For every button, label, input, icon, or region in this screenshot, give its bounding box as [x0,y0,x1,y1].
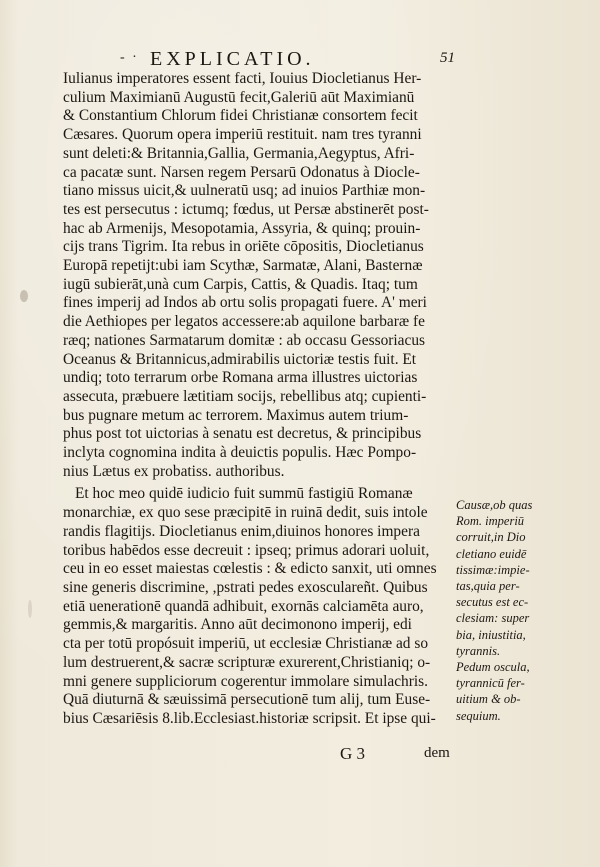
text-line: tiano missus uicit,& uulneratū usq; ad inuios Parthiæ mon- [63,182,426,200]
text-line: Quā diuturnā & sæuissimā persecutionē tum alij, tum Euse- [63,691,431,709]
signature-mark: G 3 [340,744,366,763]
text-line: toribus habēdos esse decreuit : ipseq; primus adorari uoluit, [63,541,430,559]
folio-number: 51 [440,50,455,66]
text-line: cijs trans Tigrim. Ita rebus in oriēte cōpositis, Diocletianus [63,238,424,256]
text-line: Oceanus & Britannicus,admirabilis uictoriæ testis fuit. Et [63,350,417,368]
text-line: Europā repetijt:ubi iam Scythæ, Sarmatæ, Alani, Basternæ [63,257,423,275]
margin-line: clesiam: super [456,611,530,626]
text-line: Cæsares. Quorum opera imperiū restituit. nam tres tyranni [63,126,422,144]
text-line: gemmis,& margaritis. Anno aūt decimonono imperij, edi [63,616,412,634]
margin-line: Causæ,ob quas [456,498,533,512]
text-line: bius Cæsariēsis 8.lib.Ecclesiast.historiæ scripsit. Et ipse qui- [63,709,436,727]
margin-line: uitium & ob- [456,692,521,707]
marginal-note [456,497,582,724]
text-line: Iulianus imperatores essent facti, Iouius Diocletianus Her- [63,70,422,87]
text-line: & Constantium Chlorum fidei Christianæ consortem fecit [63,107,418,125]
margin-line: tyrannicū fer- [456,676,525,691]
text-line: iugū subierāt,unà cum Carpis, Cattis, & Quadis. Itaq; tum [63,275,418,293]
margin-line: cletiano euidē [456,546,527,561]
text-line: culium Maximianū Augustū fecit,Galeriū aūt Maximianū [63,88,415,106]
margin-line: tyrannis. [456,643,501,658]
text-line: monarchiæ, ex quo sese præcipitē in ruinā dedit, suis intole [63,504,428,522]
text-line: ca pacatæ sunt. Narsen regem Persarū Odonatus à Diocle- [63,163,420,181]
text-line: sunt deleti:& Britannia,Gallia, Germania,Aegyptus, Afri- [63,144,415,162]
margin-line: tissimæ:impie- [456,562,530,577]
text-line: cta per totū propósuit imperiū, ut ecclesiæ Christianæ ad so [63,635,429,653]
text-line: Et hoc meo quidē iudicio fuit summū fastigiū Romanæ [75,485,413,503]
text-line: hac ab Armenijs, Mesopotamia, Assyria, & quinq; prouin- [63,219,421,237]
main-text [63,70,463,729]
text-line: etiā uenerationē quandā adhibuit, exornās calciamēta auro, [63,597,424,615]
text-line: sine generis discrimine, ,pstrati pedes exosculareñt. Quibus [63,578,428,596]
margin-line: Pedum oscula, [456,660,530,675]
ink-stain [28,600,32,618]
text-line: tes est persecutus : ictumq; fœdus, ut Persæ abstinerēt post- [63,200,429,218]
text-line: inclyta cognomina indita à deuictis populis. Hæc Pompo- [63,444,417,462]
text-line: mni genere suppliciorum cogerentur immolare simulachris. [63,672,428,690]
margin-line: corruit,in Dio [456,530,526,545]
text-line: assecuta, præbuere lætitiam socijs, rebellibus atq; cupienti- [63,387,427,405]
text-line: fines imperij ad Indos ab ortu solis propagati fuere. A' meri [63,294,427,312]
margin-line: secutus est ec- [456,595,529,610]
running-header [120,48,470,70]
text-line: randis flagitijs. Diocletianus enim,diuinos honores impera [63,522,420,540]
text-line: undiq; toto terrarum orbe Romana arma illustres uictorias [63,369,418,387]
text-line: phus post tot uictorias à senatu est decretus, & principibus [63,425,422,443]
ink-stain [20,290,28,302]
margin-line: sequium. [456,708,501,723]
catchword: dem [424,745,450,761]
text-line: nius Lætus ex probatiss. authoribus. [63,462,285,480]
page-footer [340,744,460,764]
text-line: bus pugnare metum ac terrorem. Maximus autem trium- [63,406,409,424]
header-mark: - · [120,50,139,65]
margin-line: bia, iniustitia, [456,627,526,642]
text-line: lum destruerent,& sacræ scripturæ exurerent,Christianiq; o- [63,653,431,671]
text-line: ceu in eo esset maiestas cœlestis : & edicto sanxit, uti omnes [63,560,437,578]
running-title: EXPLICATIO. [150,48,315,70]
text-line: die Aethiopes per legatos accessere:ab aquilone barbaræ fe [63,313,425,331]
margin-line: Rom. imperiū [456,514,525,529]
text-line: ræq; nationes Sarmatarum domitæ : ab occasu Gessoriacus [63,331,426,349]
margin-line: tas,quia per- [456,579,520,594]
